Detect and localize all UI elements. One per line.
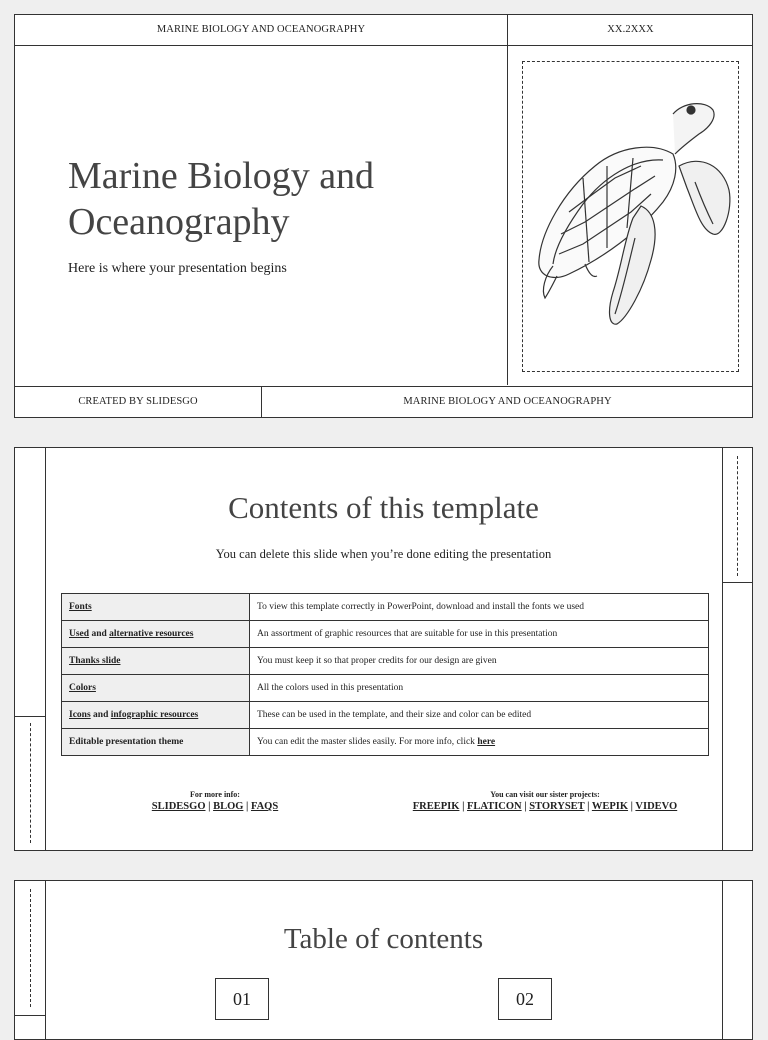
row-description-text: You can edit the master slides easily. For more info, click: [257, 737, 478, 747]
left-dashed-line: [30, 723, 31, 843]
row-label[interactable]: [62, 621, 250, 648]
row-label-text: Editable presentation theme: [69, 737, 184, 747]
row-label-link[interactable]: infographic resources: [110, 710, 199, 720]
slide-title: [68, 153, 374, 245]
left-divider: [15, 716, 45, 717]
row-label[interactable]: [62, 594, 250, 621]
sister-projects-label: You can visit our sister projects:: [490, 790, 600, 799]
row-label[interactable]: [62, 702, 250, 729]
table-row: [62, 702, 709, 729]
row-description: [250, 648, 709, 675]
table-row: [62, 594, 709, 621]
row-description: [250, 621, 709, 648]
row-label-link[interactable]: Icons: [69, 710, 91, 720]
row-description-text: An assortment of graphic resources that are suitable for use in this presentation: [257, 629, 558, 639]
slide-subtitle: Here is where your presentation begins: [68, 261, 287, 276]
row-description-text: You must keep it so that proper credits for our design are given: [257, 656, 497, 666]
link-separator: |: [628, 801, 636, 812]
table-row: [62, 648, 709, 675]
sister-projects: [395, 790, 695, 812]
link-separator: |: [243, 801, 251, 812]
image-frame: [522, 61, 739, 372]
sister-link-flaticon[interactable]: FLATICON: [467, 801, 522, 812]
footer-divider: [15, 386, 752, 387]
sister-link-storyset[interactable]: STORYSET: [529, 801, 585, 812]
header-left-text: MARINE BIOLOGY AND OCEANOGRAPHY: [156, 24, 366, 35]
table-row: [62, 675, 709, 702]
contents-subtitle: You can delete this slide when you’re done editing the presentation: [215, 547, 552, 561]
link-separator: |: [459, 801, 467, 812]
row-label[interactable]: [62, 729, 250, 756]
link-separator: |: [521, 801, 530, 812]
section-number-01: 01: [215, 978, 269, 1020]
row-label-text: and: [90, 710, 111, 720]
row-description-text: These can be used in the template, and their size and color can be edited: [257, 710, 532, 720]
toc-title: Table of contents: [283, 923, 484, 955]
header-divider: [15, 45, 752, 46]
contents-table: [61, 593, 709, 756]
here-link[interactable]: here: [477, 737, 496, 747]
row-label-link[interactable]: Fonts: [69, 602, 92, 612]
right-border-line: [722, 881, 723, 1039]
row-description: [250, 702, 709, 729]
row-description-text: To view this template correctly in PowerPoint, download and install the fonts we used: [257, 602, 585, 612]
row-label-link[interactable]: Thanks slide: [69, 656, 121, 666]
title-line-2: Oceanography: [68, 201, 290, 243]
more-info-links: [75, 801, 355, 812]
sister-link-freepik[interactable]: FREEPIK: [412, 801, 460, 812]
sister-link-wepik[interactable]: WEPIK: [591, 801, 629, 812]
more-info: [75, 790, 355, 812]
link-separator: |: [584, 801, 592, 812]
row-label-link[interactable]: alternative resources: [109, 629, 194, 639]
row-label-text: and: [89, 629, 110, 639]
toc-slide[interactable]: [14, 880, 753, 1040]
left-border-line: [45, 881, 46, 1039]
sister-link-videvo[interactable]: VIDEVO: [635, 801, 678, 812]
title-line-1: Marine Biology and: [68, 155, 375, 197]
row-label[interactable]: [62, 648, 250, 675]
column-divider: [507, 15, 508, 385]
right-divider: [722, 582, 752, 583]
table-row: [62, 729, 709, 756]
row-label-link[interactable]: Colors: [69, 683, 96, 693]
more-info-label: For more info:: [190, 790, 240, 799]
link-separator: |: [205, 801, 214, 812]
section-number-02: 02: [498, 978, 552, 1020]
table-row: [62, 621, 709, 648]
footer-credit-text: CREATED BY SLIDESGO: [78, 396, 198, 407]
row-description: [250, 675, 709, 702]
header-date-text: XX.2XXX: [607, 24, 654, 35]
contents-slide[interactable]: [14, 447, 753, 851]
footer-title-text: MARINE BIOLOGY AND OCEANOGRAPHY: [403, 396, 612, 407]
row-label[interactable]: [62, 675, 250, 702]
row-description-text: All the colors used in this presentation: [257, 683, 404, 693]
sister-projects-links: [395, 801, 695, 812]
more-info-link-blog[interactable]: BLOG: [213, 801, 244, 812]
row-description: [250, 594, 709, 621]
more-info-link-faqs[interactable]: FAQS: [250, 801, 279, 812]
sea-turtle-illustration: [523, 62, 737, 370]
contents-title: Contents of this template: [228, 490, 539, 525]
title-slide[interactable]: [14, 14, 753, 418]
left-divider: [15, 1015, 45, 1016]
row-description: [250, 729, 709, 756]
more-info-link-slidesgo[interactable]: SLIDESGO: [151, 801, 206, 812]
row-label-link[interactable]: Used: [69, 629, 90, 639]
